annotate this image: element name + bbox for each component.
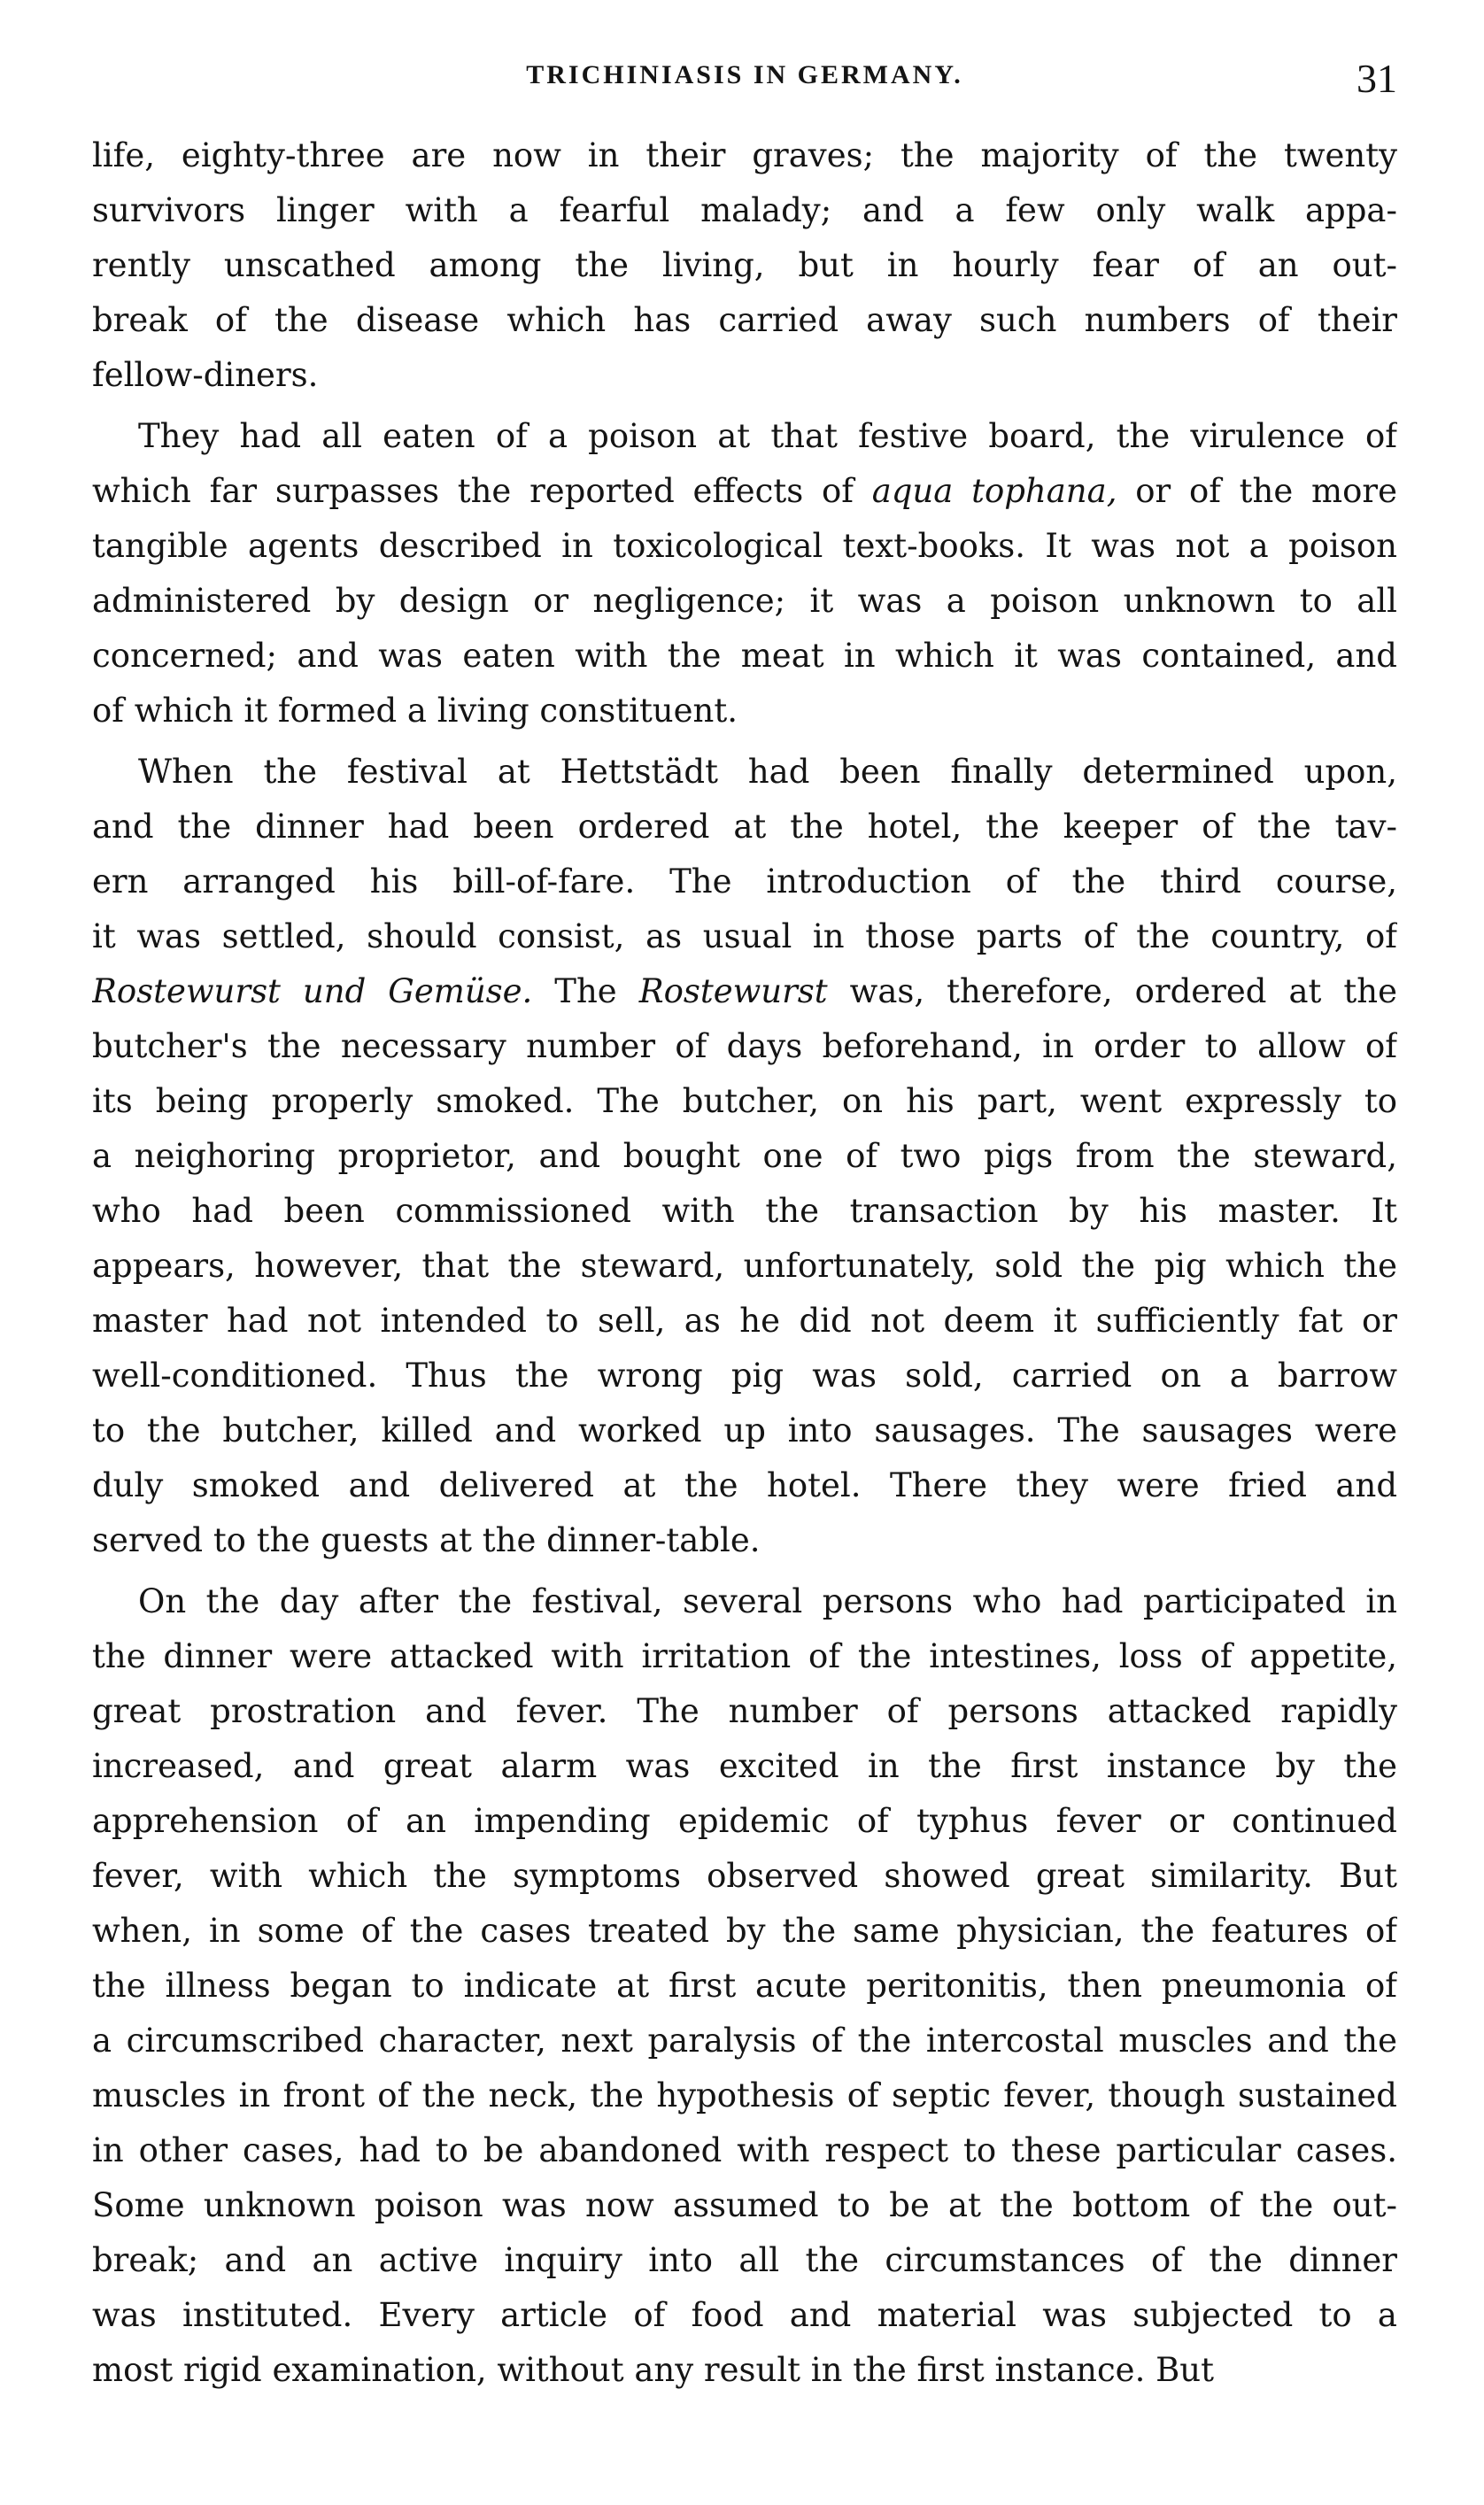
text-line: [92, 1904, 1397, 1959]
text-line: [92, 128, 1397, 183]
text-run: master had not intended to sell, as he did not deem it sufficiently fat or: [92, 1302, 1397, 1340]
text-line: [92, 1403, 1397, 1458]
text-line: [92, 1739, 1397, 1794]
text-line: [92, 2233, 1397, 2288]
text-run: break; and an active inquiry into all the circumstances of the dinner: [92, 2241, 1397, 2279]
text-line: [92, 2178, 1397, 2233]
text-run: The: [532, 972, 639, 1010]
text-line: [92, 464, 1397, 519]
text-line: [92, 964, 1397, 1019]
text-line: [92, 800, 1397, 854]
text-run: Some unknown poison was now assumed to be at the bottom of the out-: [92, 2186, 1397, 2224]
text-run: fever, with which the symptoms observed showed great similarity. But: [92, 1857, 1397, 1895]
text-run: was, therefore, ordered at the: [827, 972, 1397, 1010]
text-run: apprehension of an impending epidemic of typhus fever or continued: [92, 1802, 1397, 1840]
text-line: [92, 1684, 1397, 1739]
text-run: to the butcher, killed and worked up into sausages. The sausages were: [92, 1411, 1397, 1450]
text-line: [92, 519, 1397, 574]
italic-text: Rostewurst und Gemüse.: [92, 972, 533, 1010]
body-text: [92, 128, 1397, 2404]
italic-text: aqua tophana,: [871, 472, 1117, 510]
text-line: [92, 1019, 1397, 1074]
text-line: [92, 574, 1397, 629]
text-run: appears, however, that the steward, unfortunately, sold the pig which the: [92, 1247, 1397, 1285]
text-line: [92, 1294, 1397, 1349]
text-line: [92, 909, 1397, 964]
text-run: of which it formed a living constituent.: [92, 692, 738, 730]
text-line: [92, 1794, 1397, 1849]
text-run: butcher's the necessary number of days beforehand, in order to allow of: [92, 1027, 1397, 1065]
text-run: fellow-diners.: [92, 356, 319, 394]
text-line: [92, 1239, 1397, 1294]
text-line: [92, 1129, 1397, 1184]
paragraph: [92, 409, 1397, 738]
text-line: [92, 629, 1397, 684]
text-line: [92, 293, 1397, 348]
text-run: a neighoring proprietor, and bought one of two pigs from the steward,: [92, 1137, 1397, 1175]
text-run: its being properly smoked. The butcher, on his part, went expressly to: [92, 1082, 1397, 1120]
text-run: who had been commissioned with the transaction by his master. It: [92, 1192, 1397, 1230]
text-line: [92, 1513, 1397, 1568]
text-run: which far surpasses the reported effects of: [92, 472, 872, 510]
text-run: On the day after the festival, several persons who had participated in: [138, 1582, 1397, 1620]
text-line: [92, 1849, 1397, 1904]
running-title: TRICHINIASIS IN GERMANY.: [526, 60, 963, 89]
text-run: duly smoked and delivered at the hotel. There they were fried and: [92, 1466, 1397, 1504]
text-run: muscles in front of the neck, the hypothesis of septic fever, though sustained: [92, 2076, 1397, 2115]
text-run: the dinner were attacked with irritation of the intestines, loss of appetite,: [92, 1637, 1397, 1675]
text-line: [92, 409, 1397, 464]
text-run: a circumscribed character, next paralysis of the intercostal muscles and the: [92, 2022, 1397, 2060]
text-line: [92, 1629, 1397, 1684]
text-line: [92, 1184, 1397, 1239]
text-line: [92, 1959, 1397, 2014]
text-run: life, eighty-three are now in their graves; the majority of the twenty: [92, 136, 1397, 174]
text-line: [92, 745, 1397, 800]
text-run: ern arranged his bill-of-fare. The introduction of the third course,: [92, 862, 1397, 901]
text-run: tangible agents described in toxicological text-books. It was not a poison: [92, 527, 1397, 565]
text-run: was instituted. Every article of food and material was subjected to a: [92, 2296, 1397, 2334]
running-head: [92, 55, 1397, 108]
text-line: [92, 348, 1397, 403]
text-run: and the dinner had been ordered at the hotel, the keeper of the tav-: [92, 808, 1397, 846]
text-run: it was settled, should consist, as usual in those parts of the country, of: [92, 917, 1397, 955]
text-run: increased, and great alarm was excited in the first instance by the: [92, 1747, 1397, 1785]
text-line: [92, 1458, 1397, 1513]
text-line: [92, 1349, 1397, 1403]
text-run: great prostration and fever. The number of persons attacked rapidly: [92, 1692, 1397, 1730]
text-line: [92, 2288, 1397, 2343]
paragraph: [92, 1574, 1397, 2398]
text-run: break of the disease which has carried away such numbers of their: [92, 301, 1397, 339]
text-run: when, in some of the cases treated by the same physician, the features of: [92, 1912, 1397, 1950]
text-run: concerned; and was eaten with the meat in which it was contained, and: [92, 637, 1397, 675]
text-line: [92, 684, 1397, 738]
text-line: [92, 854, 1397, 909]
text-run: well-conditioned. Thus the wrong pig was sold, carried on a barrow: [92, 1357, 1397, 1395]
text-run: survivors linger with a fearful malady; and a few only walk appa-: [92, 191, 1397, 229]
text-line: [92, 1574, 1397, 1629]
text-run: They had all eaten of a poison at that festive board, the virulence of: [138, 417, 1397, 455]
text-run: served to the guests at the dinner-table.: [92, 1521, 761, 1559]
text-line: [92, 2343, 1397, 2398]
text-run: or of the more: [1117, 472, 1397, 510]
text-run: When the festival at Hettstädt had been finally determined upon,: [138, 753, 1397, 791]
paragraph: [92, 128, 1397, 403]
text-line: [92, 238, 1397, 293]
paragraph: [92, 745, 1397, 1568]
text-run: in other cases, had to be abandoned with respect to these particular cases.: [92, 2131, 1397, 2169]
text-run: the illness began to indicate at first acute peritonitis, then pneumonia of: [92, 1967, 1397, 2005]
italic-text: Rostewurst: [638, 972, 828, 1010]
text-line: [92, 2014, 1397, 2068]
text-line: [92, 2123, 1397, 2178]
text-line: [92, 1074, 1397, 1129]
text-run: rently unscathed among the living, but in hourly fear of an out-: [92, 246, 1397, 284]
page-number: 31: [1356, 56, 1397, 101]
text-run: administered by design or negligence; it was a poison unknown to all: [92, 582, 1397, 620]
text-line: [92, 2068, 1397, 2123]
text-run: most rigid examination, without any result in the first instance. But: [92, 2351, 1214, 2389]
text-line: [92, 183, 1397, 238]
